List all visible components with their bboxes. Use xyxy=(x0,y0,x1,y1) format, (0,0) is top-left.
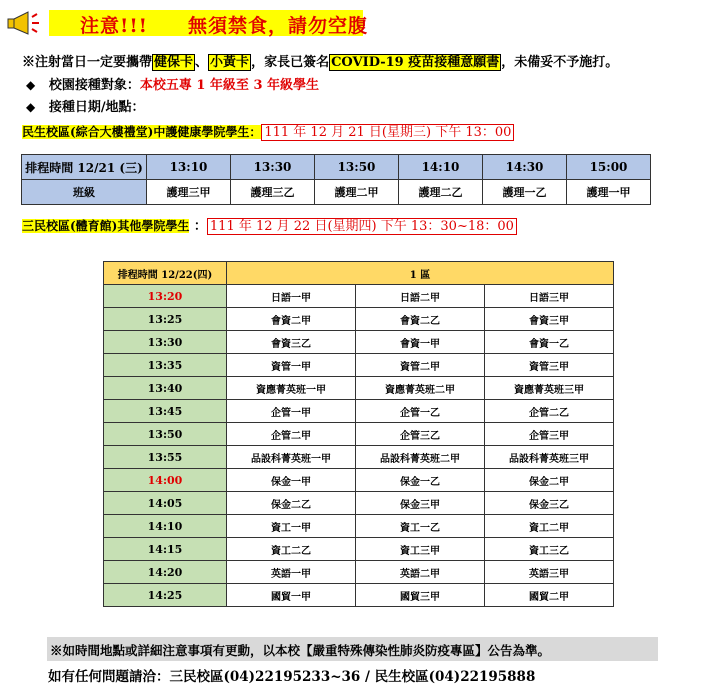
table1-time: 15:00 xyxy=(567,155,651,180)
table1-time: 13:50 xyxy=(315,155,399,180)
schedule-time: 13:55 xyxy=(104,446,227,469)
class-cell: 品設科菁英班二甲 xyxy=(356,446,485,469)
diamond-bullet-icon: ◆ xyxy=(26,100,36,114)
class-cell: 企管一乙 xyxy=(356,400,485,423)
diamond-bullet-icon: ◆ xyxy=(26,78,36,92)
class-cell: 日語二甲 xyxy=(356,285,485,308)
schedule-time: 13:25 xyxy=(104,308,227,331)
class-cell: 英語二甲 xyxy=(356,561,485,584)
class-cell: 企管三乙 xyxy=(356,423,485,446)
class-cell: 資管二甲 xyxy=(356,354,485,377)
table-row xyxy=(104,262,614,285)
notice-line xyxy=(22,51,618,70)
class-cell: 資應菁英班三甲 xyxy=(485,377,614,400)
class-cell: 資工二甲 xyxy=(485,515,614,538)
table-row xyxy=(104,561,614,584)
megaphone-icon xyxy=(4,8,44,38)
table1-time: 13:30 xyxy=(231,155,315,180)
schedule-time: 14:05 xyxy=(104,492,227,515)
class-cell: 資管三甲 xyxy=(485,354,614,377)
schedule-time: 13:45 xyxy=(104,400,227,423)
footer-contact: 如有任何問題請洽：三民校區(04)22195233~36 / 民生校區(04)22195888 xyxy=(48,669,536,685)
date-place-label: 接種日期/地點： xyxy=(48,100,145,115)
table-row xyxy=(22,155,651,180)
class-cell: 企管二甲 xyxy=(227,423,356,446)
class-cell: 資工二乙 xyxy=(227,538,356,561)
schedule-time: 13:20 xyxy=(104,285,227,308)
campus1-time: 111 年 12 月 21 日(星期三) 下午 13：00 xyxy=(261,124,514,141)
table1-time: 13:10 xyxy=(147,155,231,180)
campus1-label: 民生校區(綜合大樓禮堂)中護健康學院學生： xyxy=(22,125,262,139)
notice-prefix: ※注射當日一定要攜帶 xyxy=(22,55,153,70)
date-place-line xyxy=(26,96,145,115)
table1-class: 護理三乙 xyxy=(231,180,315,205)
class-cell: 會資二甲 xyxy=(227,308,356,331)
table-row xyxy=(104,423,614,446)
table1-row-label: 班級 xyxy=(22,180,147,205)
table2-body xyxy=(104,285,614,607)
class-cell: 會資一乙 xyxy=(485,331,614,354)
schedule-time: 14:00 xyxy=(104,469,227,492)
class-cell: 資管一甲 xyxy=(227,354,356,377)
schedule-table-1221 xyxy=(21,154,651,205)
page-title: 注意!!! 無須禁食，請勿空腹 xyxy=(80,15,369,37)
table2-area-label: 1 區 xyxy=(227,262,614,285)
table-row xyxy=(104,492,614,515)
schedule-time: 13:40 xyxy=(104,377,227,400)
class-cell: 會資一甲 xyxy=(356,331,485,354)
card-vaccine: 小黃卡 xyxy=(210,55,250,70)
class-cell: 英語一甲 xyxy=(227,561,356,584)
class-cell: 英語三甲 xyxy=(485,561,614,584)
notice-middle: ，家長已簽名 xyxy=(251,55,330,70)
campus2-colon: ： xyxy=(193,219,207,234)
table-row xyxy=(104,400,614,423)
table1-class: 護理二乙 xyxy=(399,180,483,205)
table1-header-label: 排程時間 12/21 (三) xyxy=(22,155,147,180)
class-cell: 品設科菁英班一甲 xyxy=(227,446,356,469)
class-cell: 資工三乙 xyxy=(485,538,614,561)
table-row xyxy=(104,308,614,331)
schedule-time: 14:25 xyxy=(104,584,227,607)
class-cell: 保金三甲 xyxy=(356,492,485,515)
class-cell: 會資三甲 xyxy=(485,308,614,331)
class-cell: 保金一甲 xyxy=(227,469,356,492)
table-row xyxy=(104,584,614,607)
table1-class: 護理二甲 xyxy=(315,180,399,205)
table-row xyxy=(104,331,614,354)
class-cell: 保金二乙 xyxy=(227,492,356,515)
table-row xyxy=(104,377,614,400)
schedule-time: 14:15 xyxy=(104,538,227,561)
schedule-time: 13:30 xyxy=(104,331,227,354)
class-cell: 日語三甲 xyxy=(485,285,614,308)
schedule-time: 14:10 xyxy=(104,515,227,538)
schedule-time: 13:35 xyxy=(104,354,227,377)
class-cell: 資應菁英班二甲 xyxy=(356,377,485,400)
class-cell: 保金二甲 xyxy=(485,469,614,492)
class-cell: 資應菁英班一甲 xyxy=(227,377,356,400)
consent-form: COVID-19 疫苗接種意願書 xyxy=(331,55,500,70)
target-value: 本校五專 1 年級至 3 年級學生 xyxy=(139,78,320,93)
notice-sep: 、 xyxy=(195,55,209,70)
table-row xyxy=(104,446,614,469)
table-row xyxy=(104,285,614,308)
table1-class: 護理三甲 xyxy=(147,180,231,205)
class-cell: 資工一甲 xyxy=(227,515,356,538)
schedule-table-1222 xyxy=(103,261,614,607)
footer-note: ※如時間地點或詳細注意事項有更動，以本校【嚴重特殊傳染性肺炎防疫專區】公告為準。 xyxy=(50,643,551,658)
target-label: 校園接種對象： xyxy=(48,78,140,93)
target-line xyxy=(26,74,319,93)
schedule-time: 13:50 xyxy=(104,423,227,446)
card-health-insurance: 健保卡 xyxy=(154,55,194,70)
class-cell: 品設科菁英班三甲 xyxy=(485,446,614,469)
table-row xyxy=(104,538,614,561)
class-cell: 國貿三甲 xyxy=(356,584,485,607)
class-cell: 資工三甲 xyxy=(356,538,485,561)
class-cell: 會資三乙 xyxy=(227,331,356,354)
table1-time: 14:30 xyxy=(483,155,567,180)
table1-class: 護理一甲 xyxy=(567,180,651,205)
class-cell: 會資二乙 xyxy=(356,308,485,331)
class-cell: 企管三甲 xyxy=(485,423,614,446)
class-cell: 保金一乙 xyxy=(356,469,485,492)
table2-header-label: 排程時間 12/22(四) xyxy=(104,262,227,285)
campus2-line xyxy=(22,215,517,234)
table-row xyxy=(104,469,614,492)
class-cell: 保金三乙 xyxy=(485,492,614,515)
class-cell: 國貿一甲 xyxy=(227,584,356,607)
class-cell: 企管一甲 xyxy=(227,400,356,423)
table-row xyxy=(104,354,614,377)
campus1-line xyxy=(22,121,514,140)
campus2-label: 三民校區(體育館)其他學院學生 xyxy=(22,219,190,233)
class-cell: 企管二乙 xyxy=(485,400,614,423)
class-cell: 國貿二甲 xyxy=(485,584,614,607)
class-cell: 日語一甲 xyxy=(227,285,356,308)
table-row xyxy=(22,180,651,205)
notice-suffix: ，未備妥不予施打。 xyxy=(501,55,619,70)
table1-class: 護理一乙 xyxy=(483,180,567,205)
table1-time: 14:10 xyxy=(399,155,483,180)
class-cell: 資工一乙 xyxy=(356,515,485,538)
table-row xyxy=(104,515,614,538)
campus2-time: 111 年 12 月 22 日(星期四) 下午 13：30~18：00 xyxy=(207,218,517,235)
schedule-time: 14:20 xyxy=(104,561,227,584)
